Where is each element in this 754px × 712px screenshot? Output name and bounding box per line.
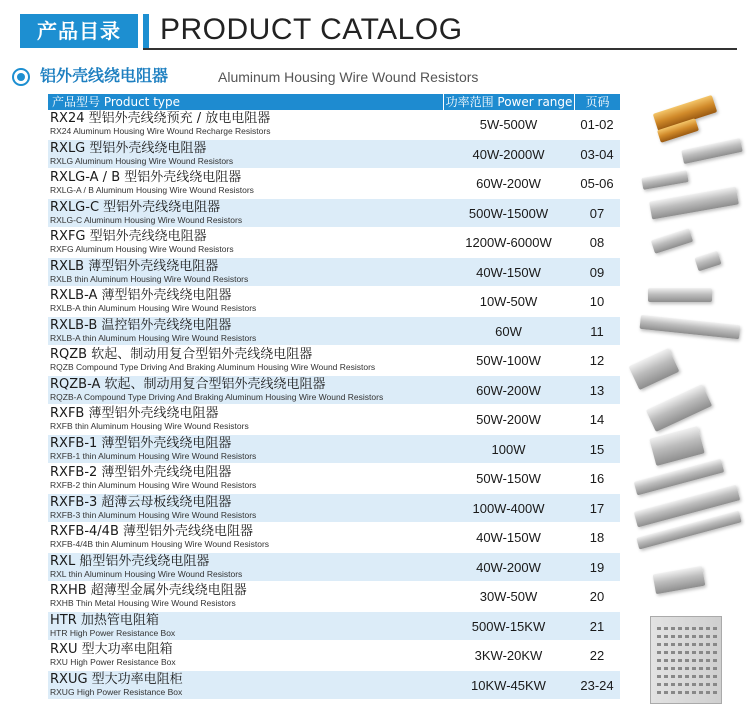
product-name: RQZB-A 软起、制动用复合型铝外壳线绕电阻器 <box>50 376 326 392</box>
product-name: RXLB 薄型铝外壳线绕电阻器 <box>50 258 219 274</box>
page-cell: 17 <box>589 500 605 516</box>
resistor-image <box>629 348 680 390</box>
product-name: RXFB 薄型铝外壳线绕电阻器 <box>50 406 219 421</box>
power-range-cell: 10W-50W <box>479 294 538 309</box>
table-row <box>48 435 620 465</box>
product-type-cell <box>48 228 443 257</box>
table-row <box>48 228 620 258</box>
table-row <box>48 287 620 317</box>
table-row <box>48 317 620 347</box>
resistor-image <box>646 384 712 432</box>
product-type-cell <box>48 140 443 169</box>
product-name-en: RXFB thin Aluminum Housing Wire Wound Resistors <box>50 421 249 431</box>
page-cell: 13 <box>589 382 605 398</box>
table-body <box>48 110 620 700</box>
resistor-image <box>653 566 706 594</box>
product-type-cell <box>48 582 443 611</box>
resistor-cabinet-image <box>650 616 722 704</box>
table-row <box>48 169 620 199</box>
power-range-cell: 5W-500W <box>479 117 538 132</box>
product-type-cell <box>48 612 443 641</box>
product-name-en: RXLB-A thin Aluminum Housing Wire Wound Resistors <box>50 332 257 343</box>
table-row <box>48 405 620 435</box>
resistor-image <box>651 228 693 254</box>
page-cell: 22 <box>589 648 605 663</box>
product-name-en: RXU High Power Resistance Box <box>50 657 176 667</box>
product-type-cell <box>48 199 443 228</box>
table-row <box>48 376 620 406</box>
power-range-cell: 100W <box>491 441 526 457</box>
table-row <box>48 641 620 671</box>
product-name-en: RXL thin Aluminum Housing Wire Wound Resistors <box>50 568 243 579</box>
product-type-cell <box>48 258 443 287</box>
product-name: HTR 加热管电阻箱 <box>50 612 159 628</box>
product-type-cell <box>48 494 443 523</box>
product-type-cell <box>48 376 443 405</box>
section-title-en: Aluminum Housing Wire Wound Resistors <box>218 69 479 85</box>
product-name-en: RXLB thin Aluminum Housing Wire Wound Resistors <box>50 273 249 284</box>
power-range-cell: 30W-50W <box>479 589 538 604</box>
table-row <box>48 612 620 642</box>
page-cell: 12 <box>589 353 605 368</box>
product-name-en: RXLG-C Aluminum Housing Wire Wound Resistors <box>50 214 243 225</box>
power-range-cell: 50W-100W <box>476 353 541 368</box>
product-name-en: RXFG Aluminum Housing Wire Wound Resistors <box>50 244 234 254</box>
power-range-cell: 50W-200W <box>476 412 541 427</box>
power-range-cell: 40W-150W <box>476 530 541 545</box>
product-name: RXFB-3 超薄云母板线绕电阻器 <box>50 494 232 510</box>
page-cell: 15 <box>589 441 605 457</box>
product-name: RXFB-2 薄型铝外壳线绕电阻器 <box>50 465 232 480</box>
table-row <box>48 494 620 524</box>
header-product-type: 产品型号 Product type <box>52 95 180 109</box>
product-type-cell <box>48 553 443 582</box>
table-header <box>48 94 620 110</box>
power-range-cell: 40W-2000W <box>472 146 545 162</box>
product-name-en: RXHB Thin Metal Housing Wire Wound Resistors <box>50 598 236 608</box>
product-name: RXL 船型铝外壳线绕电阻器 <box>50 553 210 569</box>
page-cell: 19 <box>589 559 605 575</box>
power-range-cell: 40W-150W <box>476 264 541 280</box>
product-name-en: HTR High Power Resistance Box <box>50 627 176 638</box>
table-row <box>48 110 620 140</box>
page-cell: 05-06 <box>580 176 614 191</box>
product-name-en: RX24 Aluminum Housing Wire Wound Recharge Resistors <box>50 126 271 136</box>
product-name: RXFB-4/4B 薄型铝外壳线绕电阻器 <box>50 524 253 539</box>
resistor-image <box>641 170 688 190</box>
product-type-cell <box>48 287 443 316</box>
page-cell: 16 <box>589 471 605 486</box>
product-name: RXLG 型铝外壳线绕电阻器 <box>50 140 207 156</box>
page-cell: 14 <box>589 412 605 427</box>
resistor-image <box>640 315 741 339</box>
product-name-en: RXLG-A / B Aluminum Housing Wire Wound Resistors <box>50 185 254 195</box>
page-cell: 01-02 <box>580 117 614 132</box>
product-name-en: RXLG Aluminum Housing Wire Wound Resistors <box>50 155 234 166</box>
resistor-image <box>634 459 725 496</box>
page-cell: 21 <box>589 618 605 634</box>
product-type-cell <box>48 317 443 346</box>
product-type-cell <box>48 464 443 493</box>
product-type-cell <box>48 169 443 198</box>
power-range-cell: 1200W-6000W <box>465 235 552 250</box>
power-range-cell: 50W-150W <box>476 471 541 486</box>
power-range-cell: 60W-200W <box>476 176 541 191</box>
table-row <box>48 140 620 170</box>
page-cell: 20 <box>589 589 605 604</box>
power-range-cell: 60W <box>495 323 522 339</box>
product-type-cell <box>48 671 443 700</box>
resistor-image <box>648 288 712 302</box>
power-range-cell: 100W-400W <box>472 500 545 516</box>
header-power-range: 功率范围 Power range <box>443 94 574 110</box>
product-name: RXLB-B 温控铝外壳线绕电阻器 <box>50 317 232 333</box>
table-row <box>48 199 620 229</box>
product-name: RXLB-A 薄型铝外壳线绕电阻器 <box>50 288 232 303</box>
catalog-title-en: PRODUCT CATALOG <box>160 13 463 46</box>
power-range-cell: 10KW-45KW <box>471 677 546 693</box>
table-row <box>48 523 620 553</box>
product-name: RXLG-A / B 型铝外壳线绕电阻器 <box>50 170 242 185</box>
catalog-title-cn: 产品目录 <box>20 14 138 48</box>
table-row <box>48 553 620 583</box>
header-underline <box>143 48 737 50</box>
table-row <box>48 582 620 612</box>
product-type-cell <box>48 435 443 464</box>
product-name: RXFG 型铝外壳线绕电阻器 <box>50 229 207 244</box>
page-cell: 23-24 <box>580 677 614 693</box>
page-cell: 10 <box>589 294 605 309</box>
product-name: RXFB-1 薄型铝外壳线绕电阻器 <box>50 435 232 451</box>
product-name-en: RQZB-A Compound Type Driving And Braking Aluminum Housing Wire Wound Resistors <box>50 391 384 402</box>
title-divider <box>143 14 149 48</box>
product-name: RXLG-C 型铝外壳线绕电阻器 <box>50 199 221 215</box>
page-cell: 09 <box>589 264 605 280</box>
product-name: RX24 型铝外壳线绕预充 / 放电电阻器 <box>50 111 271 126</box>
power-range-cell: 3KW-20KW <box>474 648 543 663</box>
product-name-en: RXFB-4/4B thin Aluminum Housing Wire Wound Resistors <box>50 539 270 549</box>
resistor-image <box>681 138 743 164</box>
section-bullet-icon <box>12 68 30 86</box>
product-name: RXU 型大功率电阻箱 <box>50 642 173 657</box>
product-name: RXUG 型大功率电阻柜 <box>50 671 183 687</box>
product-type-cell <box>48 346 443 375</box>
power-range-cell: 500W-1500W <box>468 205 549 221</box>
table-row <box>48 258 620 288</box>
page-cell: 18 <box>589 530 605 545</box>
power-range-cell: 40W-200W <box>476 559 541 575</box>
product-type-cell <box>48 641 443 670</box>
table-row <box>48 464 620 494</box>
page-cell: 08 <box>589 235 605 250</box>
product-type-cell <box>48 110 443 139</box>
table-row <box>48 346 620 376</box>
page-cell: 03-04 <box>580 146 614 162</box>
product-name-en: RXUG High Power Resistance Box <box>50 686 183 697</box>
power-range-cell: 500W-15KW <box>471 618 546 634</box>
product-type-cell <box>48 405 443 434</box>
product-photos <box>624 94 749 708</box>
power-range-cell: 60W-200W <box>476 382 541 398</box>
page-cell: 11 <box>590 323 604 339</box>
product-name-en: RXLB-A thin Aluminum Housing Wire Wound Resistors <box>50 303 257 313</box>
product-name-en: RXFB-3 thin Aluminum Housing Wire Wound Resistors <box>50 509 257 520</box>
product-type-cell <box>48 523 443 552</box>
resistor-image <box>649 186 739 219</box>
resistor-image <box>649 426 705 466</box>
product-name-en: RXFB-1 thin Aluminum Housing Wire Wound Resistors <box>50 450 257 461</box>
table-row <box>48 671 620 701</box>
product-name: RQZB 软起、制动用复合型铝外壳线绕电阻器 <box>50 347 313 362</box>
product-name-en: RQZB Compound Type Driving And Braking Aluminum Housing Wire Wound Resistors <box>50 362 376 372</box>
section-title-cn: 铝外壳线绕电阻器 <box>40 66 169 85</box>
product-name-en: RXFB-2 thin Aluminum Housing Wire Wound Resistors <box>50 480 257 490</box>
resistor-image <box>694 251 721 272</box>
product-table <box>48 94 620 700</box>
header-page: 页码 <box>574 94 620 110</box>
product-name: RXHB 超薄型金属外壳线绕电阻器 <box>50 583 247 598</box>
page-cell: 07 <box>589 205 605 221</box>
